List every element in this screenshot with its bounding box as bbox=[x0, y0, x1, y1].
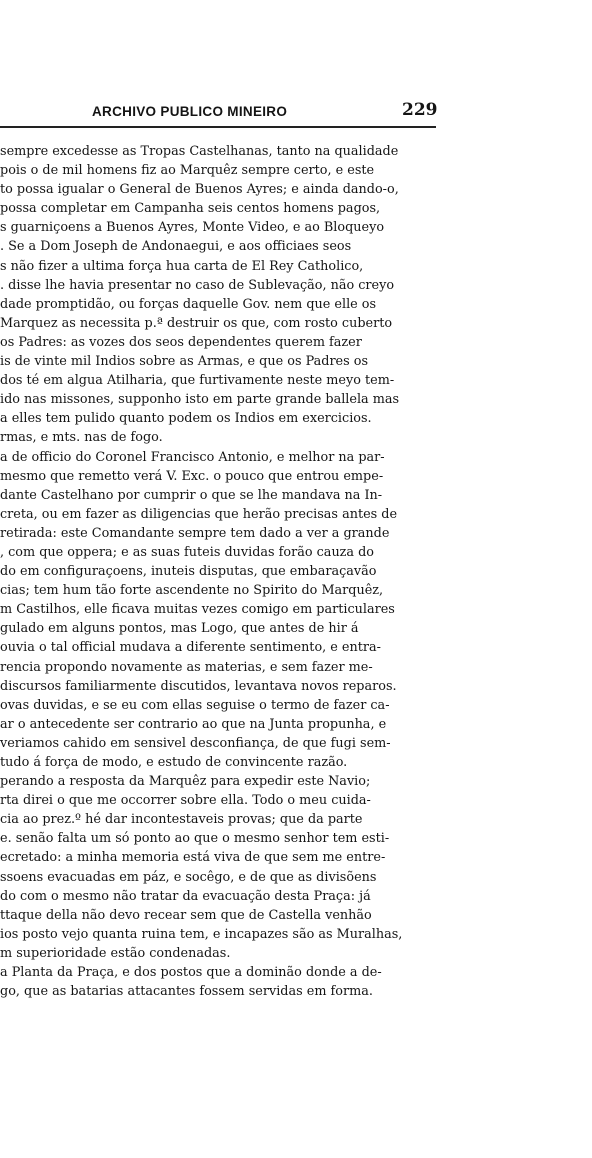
text-line: ttaque della não devo recear sem que de Castella venhão bbox=[0, 907, 372, 923]
page-number: 229 bbox=[402, 100, 438, 120]
header-title: ARCHIVO PUBLICO MINEIRO bbox=[92, 104, 288, 119]
text-line: Marquez as necessita p.ª destruir os que, com rosto cuberto bbox=[0, 315, 393, 331]
body-text bbox=[0, 142, 430, 1001]
text-line: rencia propondo novamente as materias, e sem fazer me- bbox=[0, 659, 373, 675]
text-line: dos té em algua Atilharia, que furtivamente neste meyo tem- bbox=[0, 373, 395, 389]
text-line: a elles tem pulido quanto podem os Indios em exercicios. bbox=[0, 411, 372, 427]
text-line: cia ao prez.º hé dar incontestaveis provas; que da parte bbox=[0, 812, 363, 828]
text-line: ssoens evacuadas em páz, e socêgo, e de que as divisõens bbox=[0, 869, 377, 885]
text-line: discursos familiarmente discutidos, levantava novos reparos. bbox=[0, 678, 397, 694]
text-line: . Se a Dom Joseph de Andonaegui, e aos officiaes seos bbox=[0, 239, 352, 255]
text-line: e. senão falta um só ponto ao que o mesmo senhor tem esti- bbox=[0, 831, 390, 847]
text-line: a Planta da Praça, e dos postos que a dominão donde a de- bbox=[0, 965, 382, 981]
text-line: dante Castelhano por cumprir o que se lhe mandava na In- bbox=[0, 487, 383, 503]
text-line: a de officio do Coronel Francisco Antonio, e melhor na par- bbox=[0, 449, 385, 465]
text-line: ido nas missones, supponho isto em parte grande ballela mas bbox=[0, 392, 400, 408]
text-line: m Castilhos, elle ficava muitas vezes comigo em particulares bbox=[0, 602, 395, 618]
text-line: s não fizer a ultima força hua carta de El Rey Catholico, bbox=[0, 258, 364, 274]
text-line: ios posto vejo quanta ruina tem, e incapazes são as Muralhas, bbox=[0, 926, 403, 942]
text-line: ecretado: a minha memoria está viva de que sem me entre- bbox=[0, 850, 386, 866]
text-line: pois o de mil homens fiz ao Marquêz sempre certo, e este bbox=[0, 163, 375, 179]
text-line: ouvia o tal official mudava a diferente sentimento, e entra- bbox=[0, 640, 381, 656]
text-line: m superioridade estão condenadas. bbox=[0, 945, 231, 961]
text-line: dade promptidão, ou forças daquelle Gov. nem que elle os bbox=[0, 296, 377, 312]
text-line: ar o antecedente ser contrario ao que na Junta propunha, e bbox=[0, 716, 387, 732]
text-line: go, que as batarias attacantes fossem servidas em forma. bbox=[0, 984, 373, 1000]
text-line: veriamos cahido em sensivel desconfiança, de que fugi sem- bbox=[0, 735, 391, 751]
text-line: cias; tem hum tão forte ascendente no Spirito do Marquêz, bbox=[0, 583, 384, 599]
text-line: mesmo que remetto verá V. Exc. o pouco que entrou empe- bbox=[0, 468, 384, 484]
text-line: tudo á força de modo, e estudo de convincente razão. bbox=[0, 755, 348, 770]
text-line: . disse lhe havia presentar no caso de Sublevação, não creyo bbox=[0, 277, 395, 293]
text-line: rta direi o que me occorrer sobre ella. Todo o meu cuida- bbox=[0, 793, 371, 809]
running-header bbox=[0, 100, 436, 128]
text-line: do com o mesmo não tratar da evacuação desta Praça: já bbox=[0, 888, 371, 904]
text-line: rmas, e mts. nas de fogo. bbox=[0, 430, 163, 446]
text-line: os Padres: as vozes dos seos dependentes querem fazer bbox=[0, 334, 362, 350]
text-line: to possa igualar o General de Buenos Ayres; e ainda dando-o, bbox=[0, 182, 399, 198]
text-line: is de vinte mil Indios sobre as Armas, e que os Padres os bbox=[0, 354, 369, 370]
text-line: gulado em alguns pontos, mas Logo, que antes de hir á bbox=[0, 621, 359, 637]
text-line: possa completar em Campanha seis centos homens pagos, bbox=[0, 201, 381, 217]
text-line: creta, ou em fazer as diligencias que herão precisas antes de bbox=[0, 506, 398, 522]
text-line: perando a resposta da Marquêz para expedir este Navio; bbox=[0, 774, 371, 790]
text-line: sempre excedesse as Tropas Castelhanas, tanto na qualidade bbox=[0, 144, 399, 159]
text-line: retirada: este Comandante sempre tem dado a ver a grande bbox=[0, 525, 390, 541]
text-line: do em configuraçoens, inuteis disputas, que embaraçavão bbox=[0, 564, 377, 580]
text-line: ovas duvidas, e se eu com ellas seguise o termo de fazer ca- bbox=[0, 697, 390, 713]
text-line: s guarniçoens a Buenos Ayres, Monte Video, e ao Bloqueyo bbox=[0, 220, 385, 236]
text-line: , com que oppera; e as suas futeis duvidas forão cauza do bbox=[0, 544, 375, 560]
